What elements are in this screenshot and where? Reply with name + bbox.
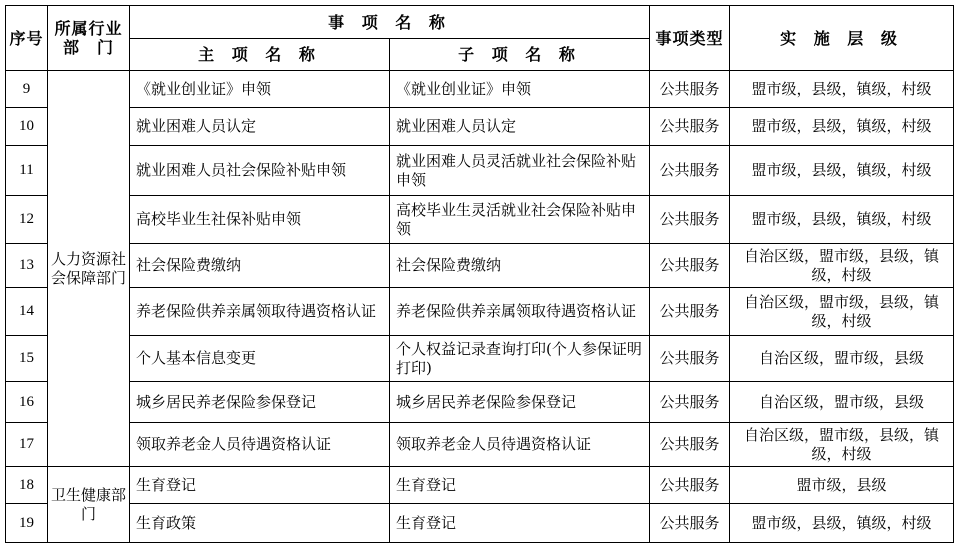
header-impl-level: 实 施 层 级 xyxy=(730,6,954,71)
table-row xyxy=(6,336,954,382)
header-dept: 所属行业部 门 xyxy=(48,6,130,71)
row-main-item: 城乡居民养老保险参保登记 xyxy=(130,382,390,423)
row-item-type: 公共服务 xyxy=(650,146,730,196)
row-seq: 19 xyxy=(6,504,48,543)
service-items-table xyxy=(5,5,954,543)
row-main-item: 《就业创业证》申领 xyxy=(130,71,390,108)
row-impl-level: 盟市级，县级，镇级，村级 xyxy=(730,504,954,543)
row-sub-item: 高校毕业生灵活就业社会保险补贴申领 xyxy=(390,196,650,244)
header-item-name: 事 项 名 称 xyxy=(130,6,650,39)
table-row xyxy=(6,504,954,543)
table-row xyxy=(6,288,954,336)
table-row xyxy=(6,108,954,146)
row-item-type: 公共服务 xyxy=(650,382,730,423)
row-item-type: 公共服务 xyxy=(650,423,730,467)
table-row xyxy=(6,146,954,196)
row-impl-level: 自治区级，盟市级，县级，镇级，村级 xyxy=(730,288,954,336)
row-seq: 16 xyxy=(6,382,48,423)
row-seq: 15 xyxy=(6,336,48,382)
table-row xyxy=(6,382,954,423)
row-main-item: 高校毕业生社保补贴申领 xyxy=(130,196,390,244)
row-main-item: 生育登记 xyxy=(130,467,390,504)
row-seq: 9 xyxy=(6,71,48,108)
row-item-type: 公共服务 xyxy=(650,467,730,504)
row-main-item: 领取养老金人员待遇资格认证 xyxy=(130,423,390,467)
table-row xyxy=(6,196,954,244)
row-seq: 11 xyxy=(6,146,48,196)
header-sub-item: 子 项 名 称 xyxy=(390,39,650,71)
row-sub-item: 就业困难人员灵活就业社会保险补贴申领 xyxy=(390,146,650,196)
row-sub-item: 领取养老金人员待遇资格认证 xyxy=(390,423,650,467)
row-seq: 17 xyxy=(6,423,48,467)
row-seq: 18 xyxy=(6,467,48,504)
row-main-item: 个人基本信息变更 xyxy=(130,336,390,382)
row-sub-item: 生育登记 xyxy=(390,504,650,543)
row-item-type: 公共服务 xyxy=(650,108,730,146)
row-seq: 14 xyxy=(6,288,48,336)
row-impl-level: 自治区级，盟市级，县级 xyxy=(730,336,954,382)
row-main-item: 生育政策 xyxy=(130,504,390,543)
row-main-item: 就业困难人员社会保险补贴申领 xyxy=(130,146,390,196)
row-seq: 12 xyxy=(6,196,48,244)
row-item-type: 公共服务 xyxy=(650,336,730,382)
row-seq: 13 xyxy=(6,244,48,288)
table-row xyxy=(6,71,954,108)
header-main-item: 主 项 名 称 xyxy=(130,39,390,71)
row-main-item: 社会保险费缴纳 xyxy=(130,244,390,288)
row-item-type: 公共服务 xyxy=(650,244,730,288)
row-item-type: 公共服务 xyxy=(650,504,730,543)
row-impl-level: 自治区级，盟市级，县级 xyxy=(730,382,954,423)
table-row xyxy=(6,244,954,288)
row-sub-item: 个人权益记录查询打印(个人参保证明打印) xyxy=(390,336,650,382)
row-item-type: 公共服务 xyxy=(650,71,730,108)
row-impl-level: 盟市级，县级，镇级，村级 xyxy=(730,196,954,244)
dept-cell-health: 卫生健康部门 xyxy=(48,467,130,543)
row-item-type: 公共服务 xyxy=(650,288,730,336)
header-item-type: 事项类型 xyxy=(650,6,730,71)
row-impl-level: 盟市级，县级，镇级，村级 xyxy=(730,71,954,108)
row-impl-level: 盟市级，县级 xyxy=(730,467,954,504)
table-row xyxy=(6,467,954,504)
row-item-type: 公共服务 xyxy=(650,196,730,244)
row-main-item: 就业困难人员认定 xyxy=(130,108,390,146)
row-sub-item: 社会保险费缴纳 xyxy=(390,244,650,288)
row-seq: 10 xyxy=(6,108,48,146)
table-row xyxy=(6,423,954,467)
row-impl-level: 自治区级，盟市级，县级，镇级，村级 xyxy=(730,244,954,288)
row-sub-item: 生育登记 xyxy=(390,467,650,504)
row-sub-item: 《就业创业证》申领 xyxy=(390,71,650,108)
row-impl-level: 自治区级，盟市级，县级，镇级，村级 xyxy=(730,423,954,467)
row-sub-item: 城乡居民养老保险参保登记 xyxy=(390,382,650,423)
header-seq: 序号 xyxy=(6,6,48,71)
row-impl-level: 盟市级，县级，镇级，村级 xyxy=(730,146,954,196)
row-main-item: 养老保险供养亲属领取待遇资格认证 xyxy=(130,288,390,336)
dept-cell-hr: 人力资源社会保障部门 xyxy=(48,71,130,467)
row-impl-level: 盟市级，县级，镇级，村级 xyxy=(730,108,954,146)
row-sub-item: 养老保险供养亲属领取待遇资格认证 xyxy=(390,288,650,336)
row-sub-item: 就业困难人员认定 xyxy=(390,108,650,146)
